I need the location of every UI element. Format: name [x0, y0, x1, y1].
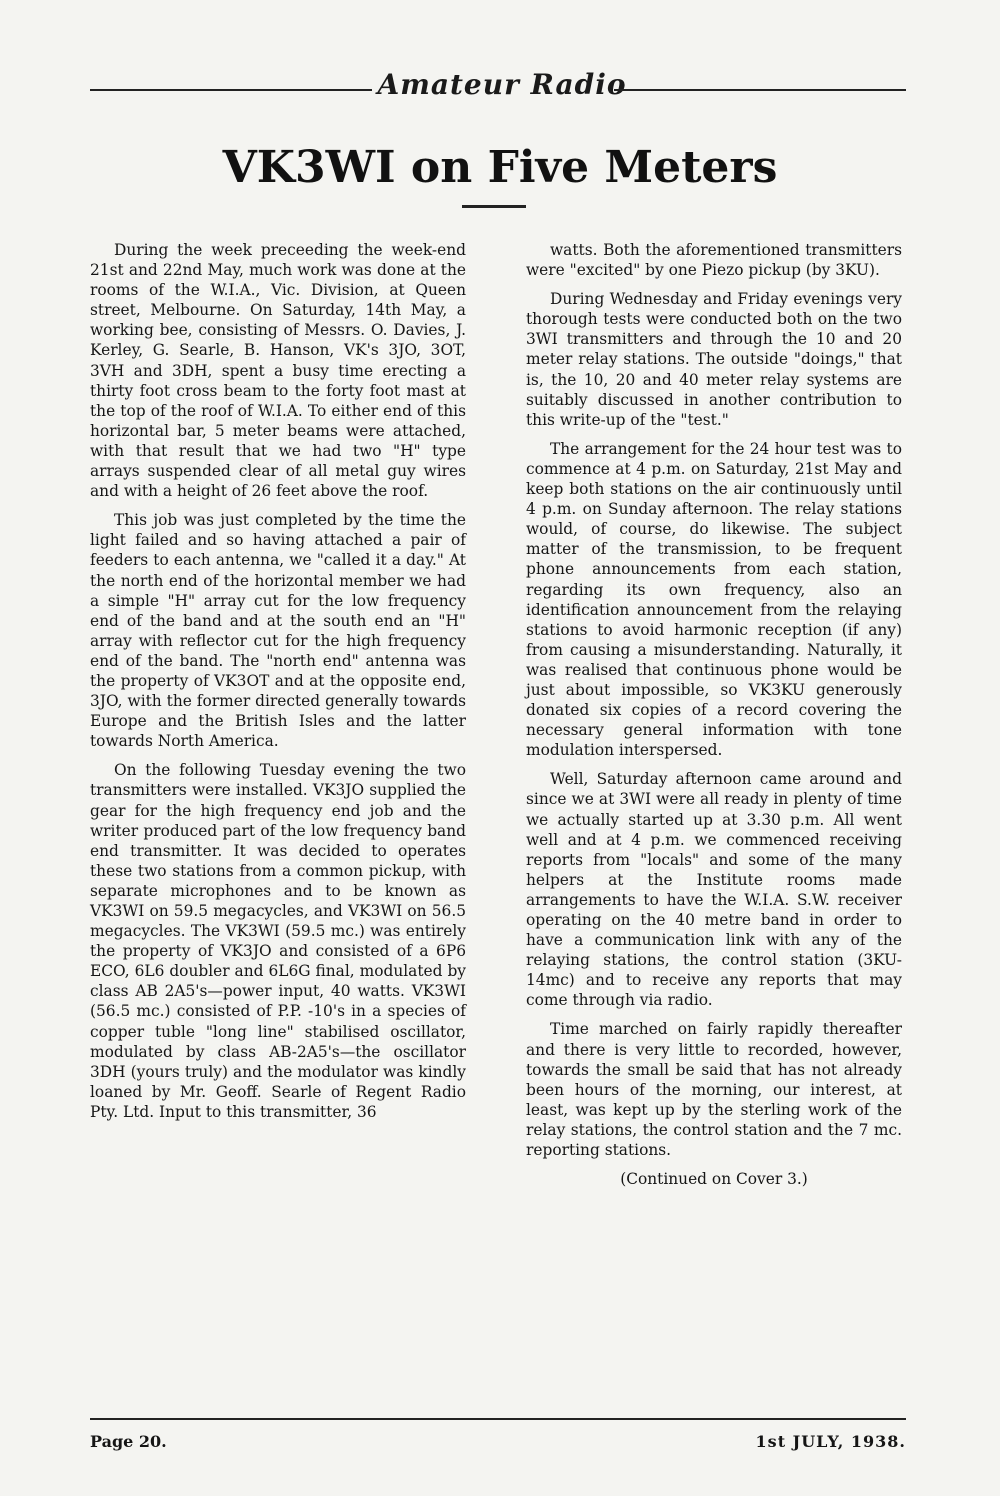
paragraph: On the following Tuesday evening the two transmitters were installed. VK3JO supplied the gear for the high frequency end job and the writer produced part of the low frequency band end transmitter. It was decided to operates these two stations from a common pickup, with separate microphones and to be known as VK3WI on 59.5 megacycles, and VK3WI on 56.5 megacycles. The VK3WI (59.5 mc.) was entirely the property of VK3JO and consisted of a 6P6 ECO, 6L6 doubler and 6L6G final, modulated by class AB 2A5's—power input, 40 watts. VK3WI (56.5 mc.) consisted of P.P. -10's in a species of copper tuble "long line" stabilised oscillator, modulated by class AB-2A5's—the oscillator 3DH (yours truly) and the modulator was kindly loaned by Mr. Geoff. Searle of Regent Radio Pty. Ltd. Input to this transmitter, 36: [90, 761, 466, 1121]
page-footer: [90, 1432, 906, 1456]
paragraph: Well, Saturday afternoon came around and since we at 3WI were all ready in plenty of time we actually started up at 3.30 p.m. All went well and at 4 p.m. we commenced receiving reports from "locals" and some of the many helpers at the Institute rooms made arrangements to have the W.I.A. S.W. receiver operating on the 40 metre band in order to have a communication link with any of the relaying stations, the control station (3KU-14mc) and to receive any reports that may come through via radio.: [526, 770, 902, 1010]
continued-note: (Continued on Cover 3.): [620, 1170, 808, 1189]
paragraph: The arrangement for the 24 hour test was to commence at 4 p.m. on Saturday, 21st May and keep both stations on the air continuously until 4 p.m. on Sunday afternoon. The relay stations would, of course, do likewise. The subject matter of the transmission, to be frequent phone announcements from each station, regarding its own frequency, also an identification announcement from the relaying stations to avoid harmonic reception (if any) from causing a misunderstanding. Naturally, it was realised that continuous phone would be just about impossible, so VK3KU generously donated six copies of a record covering the necessary general information with tone modulation interspersed.: [526, 439, 902, 760]
paragraph: Time marched on fairly rapidly thereafter and there is very little to recorded, however, towards the small be said that has not already been hours of the morning, our interest, at least, was kept up by the sterling work of the relay stations, the control station and the 7 mc. reporting stations.: [526, 1020, 902, 1160]
paragraph: This job was just completed by the time the light failed and so having attached a pair of feeders to each antenna, we "called it a day." At the north end of the horizontal member we had a simple "H" array cut for the low frequency end of the band and at the south end an "H" array with reflector cut for the high frequency end of the band. The "north end" antenna was the property of VK3OT and at the opposite end, 3JO, with the former directed generally towards Europe and the British Isles and the latter towards North America.: [90, 511, 466, 751]
masthead-rule-left: [90, 89, 372, 91]
masthead-title: Amateur Radio: [377, 68, 627, 101]
title-rule: [462, 205, 526, 208]
article-title: VK3WI on Five Meters: [222, 142, 778, 193]
footer-rule: [90, 1418, 906, 1420]
paragraph: During Wednesday and Friday evenings very thorough tests were conducted both on the two 3WI transmitters and through the 10 and 20 meter relay stations. The outside "doings," that is, the 10, 20 and 40 meter relay systems are suitably discussed in another contribution to this write-up of the "test.": [526, 290, 902, 429]
masthead-header: [90, 68, 906, 108]
issue-date: 1st JULY, 1938.: [755, 1432, 906, 1451]
page-number: Page 20.: [90, 1432, 167, 1451]
masthead-rule-right: [614, 89, 906, 91]
paragraph: watts. Both the aforementioned transmitters were "excited" by one Piezo pickup (by 3KU).: [526, 241, 902, 280]
left-column: [90, 240, 466, 1131]
paragraph: During the week preceeding the week-end 21st and 22nd May, much work was done at the rooms of the W.I.A., Vic. Division, at Queen street, Melbourne. On Saturday, 14th May, a working bee, consisting of Messrs. O. Davies, J. Kerley, G. Searle, B. Hanson, VK's 3JO, 3OT, 3VH and 3DH, spent a busy time erecting a thirty foot cross beam to the forty foot mast at the top of the roof of W.I.A. To either end of this horizontal bar, 5 meter beams were attached, with that result that we had two "H" type arrays suspended clear of all metal guy wires and with a height of 26 feet above the roof.: [90, 241, 466, 501]
right-column: [526, 240, 902, 1198]
